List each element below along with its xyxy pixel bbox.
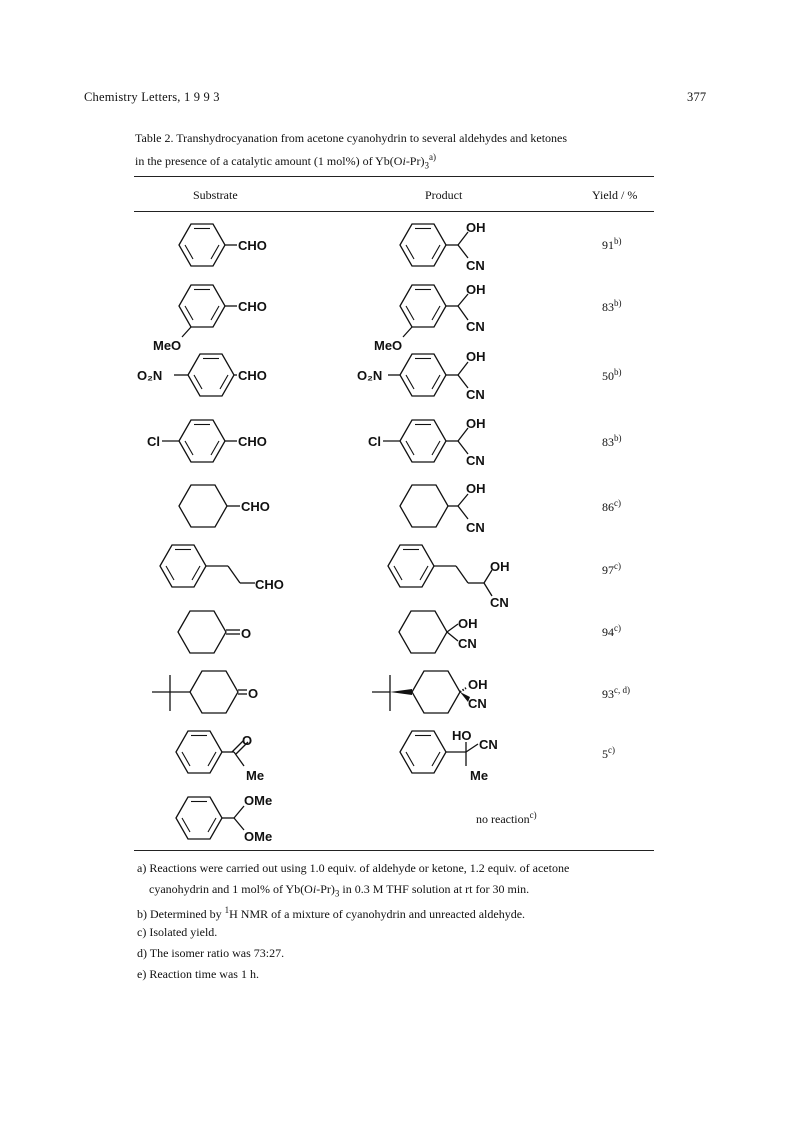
substrate-4-tert-butylcyclohexanone	[152, 671, 247, 713]
substrate-acetophenone	[176, 731, 248, 773]
product-cyclohexyl-cyanohydrin	[400, 485, 468, 527]
substrate-cyclohexanone	[178, 611, 240, 653]
label-cho: CHO	[255, 577, 284, 592]
substrate-3-methoxybenzaldehyde	[179, 285, 237, 337]
label-oh: OH	[466, 481, 486, 496]
label-oh: OH	[466, 349, 486, 364]
label-me: Me	[470, 768, 489, 783]
label-cn: CN	[479, 737, 498, 752]
table-caption-line2: in the presence of a catalytic amount (1 mol%) of $Yb(Oi-Pr)_3^{a)}$	[135, 152, 436, 171]
product-4-tert-butylcyclohexanone-cyanohydrin	[372, 671, 470, 713]
substrate-benzaldehyde	[179, 224, 237, 266]
label-cl: Cl	[368, 434, 381, 449]
no-reaction-text: no reaction$^{c)}$	[476, 810, 537, 826]
footnote-a-line1: a) Reactions were carried out using 1.0 equiv. of aldehyde or ketone, 1.2 equiv. of acetone	[137, 861, 570, 875]
footnote-e: e) Reaction time was 1 h.	[137, 967, 259, 981]
footnote-c: c) Isolated yield.	[137, 925, 218, 939]
label-cn: CN	[466, 520, 485, 535]
footnote-b: b) Determined by $^1$H NMR of a mixture of cyanohydrin and unreacted aldehyde.	[137, 905, 526, 921]
label-oh: OH	[468, 677, 488, 692]
label-ome: OMe	[244, 793, 273, 808]
label-cn: CN	[458, 636, 477, 651]
label-oh: OH	[466, 220, 486, 235]
yield-row-3: 50$^{b)}$	[602, 367, 622, 383]
column-header-substrate: Substrate	[193, 188, 238, 202]
substrate-4-chlorobenzaldehyde	[162, 420, 237, 462]
yield-row-8: 93$^{c, d)}$	[602, 685, 630, 701]
label-cho: CHO	[238, 434, 267, 449]
table-caption-line1: Table 2. Transhydrocyanation from acetone cyanohydrin to several aldehydes and ketones	[135, 131, 568, 145]
yield-row-5: 86$^{c)}$	[602, 498, 621, 514]
substrate-cyclohexanecarbaldehyde	[179, 485, 240, 527]
label-ho: HO	[452, 728, 472, 743]
journal-name: Chemistry Letters, 1 9 9 3	[84, 90, 220, 104]
label-o: O	[241, 626, 252, 641]
label-oh: OH	[458, 616, 478, 631]
label-o2n: O₂N	[357, 368, 383, 383]
yield-row-9: 5$^{c)}$	[602, 745, 615, 761]
label-cn: CN	[466, 387, 485, 402]
label-me: Me	[246, 768, 265, 783]
substrate-3-phenylpropanal	[160, 545, 255, 587]
footnote-a-line2: cyanohydrin and 1 mol% of $Yb(Oi-Pr)_3$ in 0.3 M THF solution at rt for 30 min.	[149, 882, 530, 899]
label-cn: CN	[466, 453, 485, 468]
product-mandelonitrile	[400, 224, 468, 266]
label-oh: OH	[490, 559, 510, 574]
footnote-d: d) The isomer ratio was 73:27.	[137, 946, 285, 960]
yield-row-6: 97$^{c)}$	[602, 561, 621, 577]
yield-row-1: 91$^{b)}$	[602, 236, 622, 252]
substrate-4-nitrobenzaldehyde	[174, 354, 237, 396]
label-cho: CHO	[238, 238, 267, 253]
product-3-methoxymandelonitrile	[400, 285, 468, 337]
yield-row-2: 83$^{b)}$	[602, 298, 622, 314]
label-meo: MeO	[153, 338, 182, 353]
label-cn: CN	[468, 696, 487, 711]
page-number: 377	[687, 90, 707, 104]
label-meo: MeO	[374, 338, 403, 353]
label-cn: CN	[466, 319, 485, 334]
label-cho: CHO	[238, 299, 267, 314]
label-cho: CHO	[238, 368, 267, 383]
product-4-nitromandelonitrile	[388, 354, 468, 396]
column-header-yield: Yield / %	[592, 188, 638, 202]
label-cl: Cl	[147, 434, 160, 449]
yield-row-4: 83$^{b)}$	[602, 433, 622, 449]
label-ome: OMe	[244, 829, 273, 844]
label-cho: CHO	[241, 499, 270, 514]
product-4-chloromandelonitrile	[383, 420, 468, 462]
label-o2n: O₂N	[137, 368, 163, 383]
label-cn: CN	[466, 258, 485, 273]
substrate-benzaldehyde-dimethyl-acetal	[176, 797, 244, 839]
label-cn: CN	[490, 595, 509, 610]
column-header-product: Product	[425, 188, 463, 202]
yield-row-7: 94$^{c)}$	[602, 623, 621, 639]
label-o: O	[242, 733, 253, 748]
product-cyclohexanone-cyanohydrin	[399, 611, 458, 653]
label-oh: OH	[466, 416, 486, 431]
label-o: O	[248, 686, 259, 701]
product-4-phenyl-2-hydroxybutanenitrile	[388, 545, 492, 596]
label-oh: OH	[466, 282, 486, 297]
